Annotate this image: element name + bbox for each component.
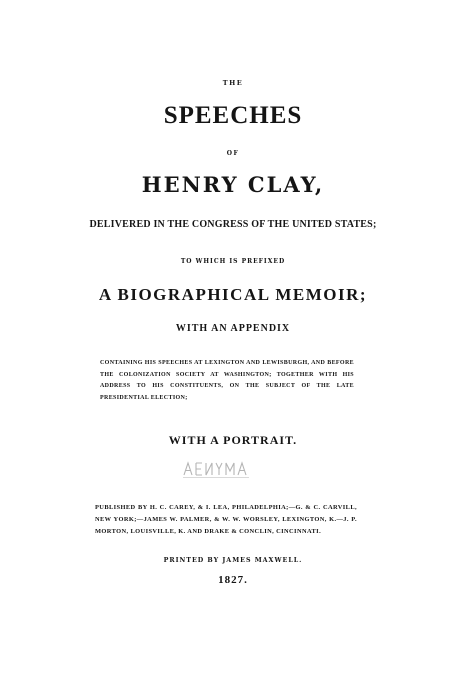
delivered-line: DELIVERED IN THE CONGRESS OF THE UNITED STATES; xyxy=(89,219,377,230)
appendix-contents-paragraph: CONTAINING HIS SPEECHES AT LEXINGTON AND LEWISBURGH, AND BEFORE THE COLONIZATION SOCIETY AT WASHINGTON; TOGETHER WITH HIS ADDRESS TO HIS CONSTITUENTS, ON THE SUBJECT OF THE LATE PRESIDENTIAL ELECTION; xyxy=(100,360,354,401)
library-stamp-icon xyxy=(181,459,251,479)
title-speeches: SPEECHES xyxy=(163,102,303,129)
printer-line: PRINTED BY JAMES MAXWELL. xyxy=(163,557,303,564)
title-the: THE xyxy=(222,79,244,87)
publication-year: 1827. xyxy=(218,574,248,586)
publisher-paragraph: PUBLISHED BY H. C. CAREY, & I. LEA, PHILADELPHIA;—G. & C. CARVILL, NEW YORK;—JAMES W. PALMER, & W. W. WORSLEY, LEXINGTON, K.—J. P. MORTON, LOUISVILLE, K. AND DRAKE & CONCLIN, CINCINNATI. xyxy=(95,504,357,535)
prefixed-line: TO WHICH IS PREFIXED xyxy=(180,258,286,265)
author-name: HENRY CLAY, xyxy=(141,172,325,197)
portrait-line: WITH A PORTRAIT. xyxy=(168,433,298,447)
memoir-heading: A BIOGRAPHICAL MEMOIR; xyxy=(98,285,368,304)
title-of: OF xyxy=(226,150,240,157)
appendix-line: WITH AN APPENDIX xyxy=(175,323,291,334)
